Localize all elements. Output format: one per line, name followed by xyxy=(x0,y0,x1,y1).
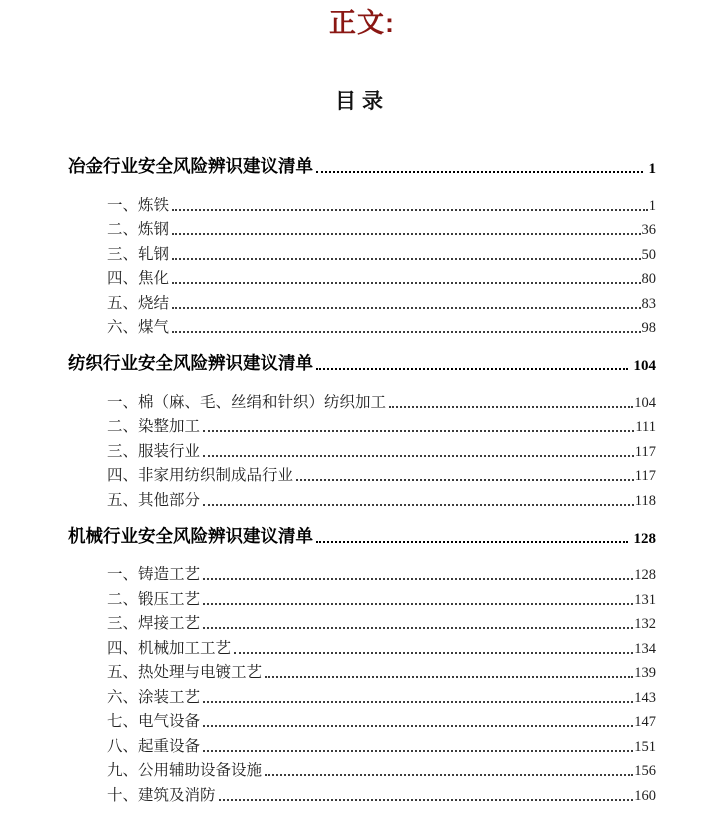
dotted-leader xyxy=(172,209,648,211)
toc-item-label: 四、机械加工工艺 xyxy=(107,639,232,657)
dotted-leader xyxy=(203,430,634,432)
toc-item-entry[interactable] xyxy=(68,461,656,486)
dotted-leader xyxy=(219,799,634,801)
toc-section-entry[interactable] xyxy=(68,349,656,375)
toc-section-items xyxy=(68,560,656,805)
toc-section-page-number: 128 xyxy=(633,530,656,547)
toc-item-page-number: 143 xyxy=(634,689,656,706)
toc-item-entry[interactable] xyxy=(68,239,656,264)
toc-item-label: 一、炼铁 xyxy=(107,196,170,214)
toc-item-entry[interactable] xyxy=(68,682,656,707)
dotted-leader xyxy=(296,479,634,481)
toc-item-label: 六、煤气 xyxy=(107,319,170,336)
toc-item-page-number: 131 xyxy=(634,591,656,608)
toc-item-page-number: 98 xyxy=(641,320,656,336)
toc-item-page-number: 160 xyxy=(634,787,656,804)
toc-item-entry[interactable] xyxy=(68,387,656,412)
toc-item-label: 二、炼钢 xyxy=(107,221,170,238)
toc-section-title: 纺织行业安全风险辨识建议清单 xyxy=(68,353,313,373)
toc-item-label: 五、其他部分 xyxy=(107,491,201,509)
toc-item-label: 三、焊接工艺 xyxy=(107,615,201,632)
toc-item-label: 一、棉（麻、毛、丝绢和针织）纺织加工 xyxy=(107,393,387,411)
toc-title: 目录 xyxy=(335,90,389,113)
toc-section-entry[interactable] xyxy=(68,152,656,178)
toc-item-page-number: 139 xyxy=(634,665,656,681)
toc-item-entry[interactable] xyxy=(68,485,656,510)
toc-item-page-number: 80 xyxy=(641,271,656,287)
dotted-leader xyxy=(172,282,640,284)
toc-section-title: 冶金行业安全风险辨识建议清单 xyxy=(68,156,313,176)
toc-item-page-number: 132 xyxy=(634,616,656,632)
toc-item-label: 九、公用辅助设备设施 xyxy=(107,762,263,779)
toc-item-label: 一、铸造工艺 xyxy=(107,566,201,583)
toc-item-entry[interactable] xyxy=(68,313,656,338)
toc-item-entry[interactable] xyxy=(68,780,656,805)
toc-item-page-number: 111 xyxy=(635,419,656,435)
toc-item-label: 四、焦化 xyxy=(107,270,170,287)
toc-item-label: 五、烧结 xyxy=(107,294,170,312)
toc-item-entry[interactable] xyxy=(68,288,656,313)
toc-item-page-number: 134 xyxy=(634,640,656,657)
toc-item-label: 四、非家用纺织制成品行业 xyxy=(107,467,294,484)
dotted-leader xyxy=(234,652,633,654)
toc-item-entry[interactable] xyxy=(68,190,656,215)
dotted-leader xyxy=(203,578,633,580)
toc-section-page-number: 104 xyxy=(633,358,656,374)
dotted-leader xyxy=(265,676,633,678)
toc xyxy=(68,152,656,805)
dotted-leader xyxy=(172,331,640,333)
toc-section xyxy=(68,349,656,510)
toc-section xyxy=(68,522,656,805)
dotted-leader xyxy=(389,406,633,408)
dotted-leader xyxy=(203,455,634,457)
toc-item-entry[interactable] xyxy=(68,560,656,585)
toc-section xyxy=(68,152,656,337)
toc-item-page-number: 50 xyxy=(641,246,656,263)
toc-item-entry[interactable] xyxy=(68,609,656,634)
toc-item-entry[interactable] xyxy=(68,707,656,732)
toc-item-page-number: 156 xyxy=(634,763,656,779)
dotted-leader xyxy=(203,603,633,605)
toc-item-label: 六、涂装工艺 xyxy=(107,688,201,706)
dotted-leader xyxy=(203,627,633,629)
toc-item-page-number: 118 xyxy=(634,492,656,509)
toc-item-page-number: 147 xyxy=(634,714,656,730)
body-heading: 正文: xyxy=(329,8,395,38)
toc-section-items xyxy=(68,387,656,510)
toc-item-entry[interactable] xyxy=(68,756,656,781)
toc-item-page-number: 151 xyxy=(634,738,656,755)
toc-item-label: 七、电气设备 xyxy=(107,713,201,730)
toc-item-label: 三、轧钢 xyxy=(107,245,170,263)
dotted-leader xyxy=(203,750,633,752)
dotted-leader xyxy=(265,774,633,776)
dotted-leader xyxy=(172,233,640,235)
toc-section-page-number: 1 xyxy=(648,161,656,177)
dotted-leader xyxy=(203,504,634,506)
toc-item-entry[interactable] xyxy=(68,412,656,437)
dotted-leader xyxy=(172,307,640,309)
toc-item-entry[interactable] xyxy=(68,215,656,240)
dotted-leader xyxy=(316,368,628,370)
toc-item-label: 五、热处理与电镀工艺 xyxy=(107,664,263,681)
toc-item-entry[interactable] xyxy=(68,264,656,289)
toc-item-label: 二、锻压工艺 xyxy=(107,590,201,608)
dotted-leader xyxy=(203,701,633,703)
toc-item-entry[interactable] xyxy=(68,436,656,461)
toc-item-page-number: 1 xyxy=(648,197,656,214)
toc-item-page-number: 128 xyxy=(634,567,656,583)
toc-section-items xyxy=(68,190,656,337)
dotted-leader xyxy=(172,258,640,260)
toc-item-entry[interactable] xyxy=(68,658,656,683)
toc-item-label: 三、服装行业 xyxy=(107,442,201,460)
dotted-leader xyxy=(316,171,643,173)
toc-item-page-number: 104 xyxy=(634,394,656,411)
toc-item-entry[interactable] xyxy=(68,584,656,609)
dotted-leader xyxy=(316,541,628,543)
toc-section-title: 机械行业安全风险辨识建议清单 xyxy=(68,525,313,546)
toc-item-page-number: 117 xyxy=(634,443,656,460)
toc-item-entry[interactable] xyxy=(68,633,656,658)
toc-item-entry[interactable] xyxy=(68,731,656,756)
toc-item-page-number: 83 xyxy=(641,295,656,312)
toc-item-label: 八、起重设备 xyxy=(107,737,201,755)
toc-item-page-number: 117 xyxy=(634,468,656,484)
toc-item-page-number: 36 xyxy=(641,222,656,238)
toc-item-label: 十、建筑及消防 xyxy=(107,786,216,804)
toc-item-label: 二、染整加工 xyxy=(107,418,201,435)
dotted-leader xyxy=(203,725,633,727)
toc-section-entry[interactable] xyxy=(68,522,656,548)
